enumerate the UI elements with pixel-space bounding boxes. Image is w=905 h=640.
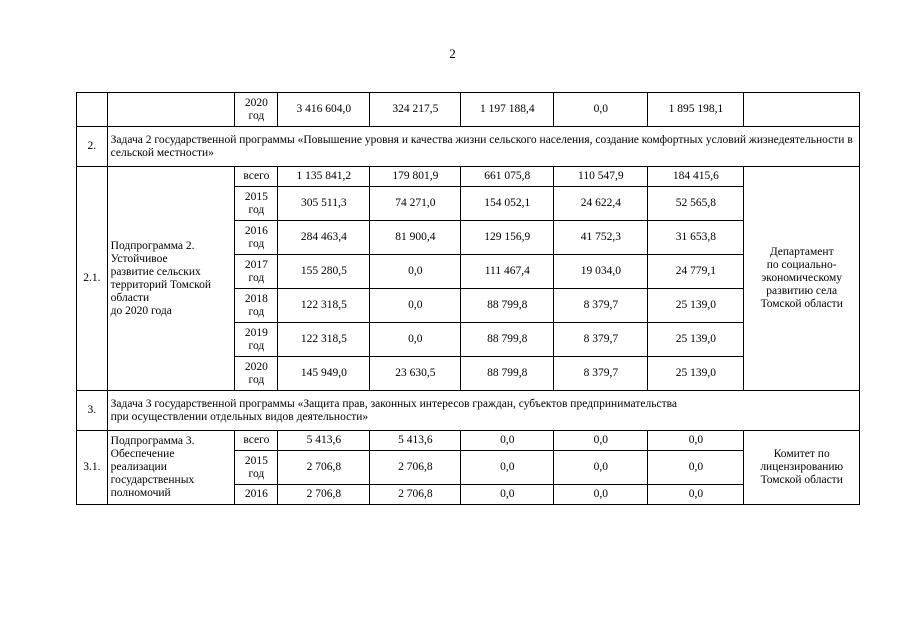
other-amount-cell: 25 139,0 <box>648 289 744 323</box>
subprogram-number-cell: 2.1. <box>77 167 108 391</box>
local-amount-cell: 0,0 <box>554 431 648 451</box>
regional-amount-cell: 88 799,8 <box>461 289 554 323</box>
executor-cell: Департамент по социально- экономическому развитию села Томской области <box>744 167 860 391</box>
total-amount-cell: 155 280,5 <box>278 255 370 289</box>
regional-amount-cell: 0,0 <box>461 451 554 485</box>
empty-name-cell <box>107 93 235 127</box>
budget-table <box>76 92 860 505</box>
regional-amount-cell: 0,0 <box>461 431 554 451</box>
other-amount-cell: 0,0 <box>648 451 744 485</box>
other-amount-cell: 1 895 198,1 <box>648 93 744 127</box>
table-row <box>77 167 860 187</box>
regional-amount-cell: 129 156,9 <box>461 221 554 255</box>
task-number-cell: 3. <box>77 391 108 431</box>
regional-amount-cell: 88 799,8 <box>461 357 554 391</box>
year-cell: 2016 <box>235 485 278 505</box>
total-amount-cell: 2 706,8 <box>278 451 370 485</box>
federal-amount-cell: 0,0 <box>370 323 461 357</box>
federal-amount-cell: 179 801,9 <box>370 167 461 187</box>
subprogram-name-cell: Подпрограмма 2. Устойчивое развитие сельских территорий Томской области до 2020 года <box>107 167 235 391</box>
executor-cell: Комитет по лицензированию Томской области <box>744 431 860 505</box>
year-cell: 2015 год <box>235 451 278 485</box>
year-cell: всего <box>235 431 278 451</box>
regional-amount-cell: 154 052,1 <box>461 187 554 221</box>
federal-amount-cell: 2 706,8 <box>370 485 461 505</box>
federal-amount-cell: 23 630,5 <box>370 357 461 391</box>
federal-amount-cell: 324 217,5 <box>370 93 461 127</box>
task-row <box>77 391 860 431</box>
federal-amount-cell: 81 900,4 <box>370 221 461 255</box>
federal-amount-cell: 5 413,6 <box>370 431 461 451</box>
year-cell: 2015 год <box>235 187 278 221</box>
total-amount-cell: 145 949,0 <box>278 357 370 391</box>
other-amount-cell: 184 415,6 <box>648 167 744 187</box>
other-amount-cell: 25 139,0 <box>648 323 744 357</box>
year-cell: 2020 год <box>235 357 278 391</box>
total-amount-cell: 284 463,4 <box>278 221 370 255</box>
total-amount-cell: 1 135 841,2 <box>278 167 370 187</box>
local-amount-cell: 0,0 <box>554 451 648 485</box>
other-amount-cell: 0,0 <box>648 431 744 451</box>
local-amount-cell: 0,0 <box>554 485 648 505</box>
local-amount-cell: 110 547,9 <box>554 167 648 187</box>
empty-number-cell <box>77 93 108 127</box>
local-amount-cell: 24 622,4 <box>554 187 648 221</box>
federal-amount-cell: 0,0 <box>370 255 461 289</box>
total-amount-cell: 305 511,3 <box>278 187 370 221</box>
other-amount-cell: 24 779,1 <box>648 255 744 289</box>
table-row <box>77 431 860 451</box>
task-number-cell: 2. <box>77 127 108 167</box>
regional-amount-cell: 0,0 <box>461 485 554 505</box>
total-amount-cell: 122 318,5 <box>278 289 370 323</box>
federal-amount-cell: 74 271,0 <box>370 187 461 221</box>
other-amount-cell: 52 565,8 <box>648 187 744 221</box>
task-row <box>77 127 860 167</box>
federal-amount-cell: 2 706,8 <box>370 451 461 485</box>
subprogram-name-cell: Подпрограмма 3. Обеспечение реализации государственных полномочий <box>107 431 235 505</box>
empty-executor-cell <box>744 93 860 127</box>
local-amount-cell: 8 379,7 <box>554 357 648 391</box>
regional-amount-cell: 661 075,8 <box>461 167 554 187</box>
other-amount-cell: 0,0 <box>648 485 744 505</box>
year-cell: 2017 год <box>235 255 278 289</box>
local-amount-cell: 41 752,3 <box>554 221 648 255</box>
year-cell: всего <box>235 167 278 187</box>
regional-amount-cell: 1 197 188,4 <box>461 93 554 127</box>
federal-amount-cell: 0,0 <box>370 289 461 323</box>
task-title-cell: Задача 2 государственной программы «Повышение уровня и качества жизни сельского населения, создание комфортных условий жизнедеятельности в сельской местности» <box>107 127 859 167</box>
other-amount-cell: 25 139,0 <box>648 357 744 391</box>
year-cell: 2018 год <box>235 289 278 323</box>
other-amount-cell: 31 653,8 <box>648 221 744 255</box>
subprogram-number-cell: 3.1. <box>77 431 108 505</box>
local-amount-cell: 0,0 <box>554 93 648 127</box>
table-row <box>77 93 860 127</box>
regional-amount-cell: 111 467,4 <box>461 255 554 289</box>
page-number: 2 <box>449 46 456 61</box>
total-amount-cell: 5 413,6 <box>278 431 370 451</box>
regional-amount-cell: 88 799,8 <box>461 323 554 357</box>
total-amount-cell: 2 706,8 <box>278 485 370 505</box>
year-cell: 2019 год <box>235 323 278 357</box>
total-amount-cell: 3 416 604,0 <box>278 93 370 127</box>
local-amount-cell: 8 379,7 <box>554 323 648 357</box>
local-amount-cell: 19 034,0 <box>554 255 648 289</box>
total-amount-cell: 122 318,5 <box>278 323 370 357</box>
year-cell: 2020 год <box>235 93 278 127</box>
year-cell: 2016 год <box>235 221 278 255</box>
task-title-cell: Задача 3 государственной программы «Защита прав, законных интересов граждан, субъектов предпринимательства при осуществлении отдельных видов деятельности» <box>107 391 859 431</box>
local-amount-cell: 8 379,7 <box>554 289 648 323</box>
